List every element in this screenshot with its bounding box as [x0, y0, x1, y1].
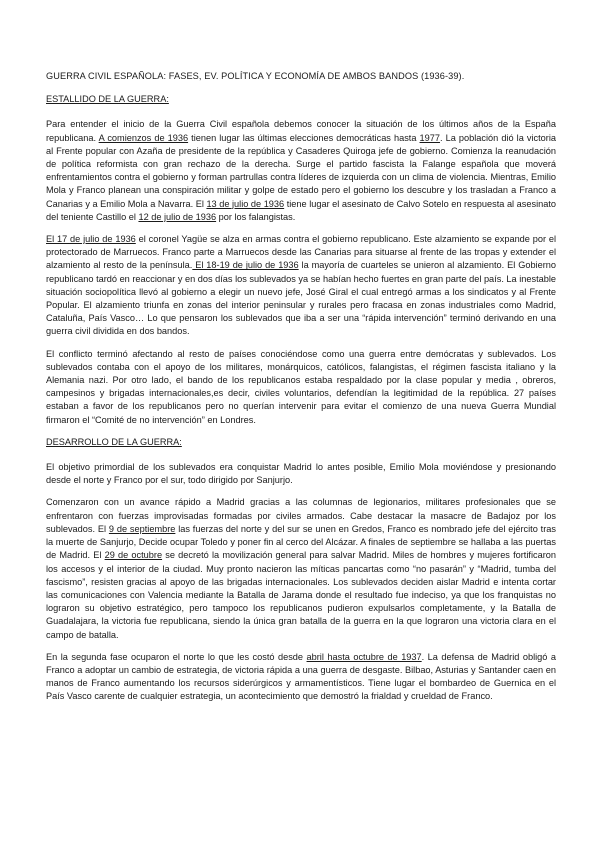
text-run: el coronel Yagüe se alza en armas contra el gobierno republicano. Este alzamiento se expande por el protectorado de Marruecos. Franco parte a Marruecos desde las Canarias para situarse al frente de las tropas y extender el alzamiento al resto de la península.	[46, 234, 556, 271]
date-underlined: El 17 de julio de 1936	[46, 234, 136, 245]
date-underlined: 9 de septiembre	[108, 523, 176, 534]
paragraph-3: El conflicto terminó afectando al resto de países conociéndose como una guerra entre demócratas y sublevados. Los sublevados contaba con el apoyo de los militares, monárquicos, católicos, falangistas, el régimen fascista italiano y la Alemania nazi. Por otro lado, el bando de los republicanos estaba respaldado por la clase popular y media , obreros, campesinos y brigadas internacionales,es decir, civiles voluntarios, defendían la legitimidad de la república. 27 países estaban a favor de los republicanos pero no querían intervenir para evitar el comienzo de una nueva Guerra Mundial firmaron el “Comité de no intervención” en Londres.	[46, 348, 556, 425]
paragraph-1	[46, 118, 556, 224]
text-run: Para entender el inicio de la Guerra Civil española debemos conocer la situación de los últimos años de la España republicana.	[46, 119, 556, 143]
paragraph-6	[46, 651, 556, 704]
text-run: tiene lugar el asesinato de Calvo Sotelo en respuesta al asesinato del teniente Castillo el	[46, 198, 556, 222]
text-run: . La defensa de Madrid obligó a Franco a adoptar un cambio de estrategia, de victoria rápida a una guerra de desgaste. Bilbao, Asturias y Santander caen en manos de Franco aumentando los recursos siderúrgicos y armamentísticos. Tiene lugar el bombardeo de Guernica en el País Vasco carente de cualquier estrategia, un acontecimiento que demostró la frialdad y crueldad de Franco.	[46, 651, 556, 702]
date-underlined: El 18-19 de julio de 1936	[192, 260, 299, 271]
text-run: por los falangistas.	[216, 211, 296, 222]
section-heading-desarrollo: DESARROLLO DE LA GUERRA:	[46, 436, 182, 447]
text-run: . La población dió la victoria al Frente popular con Azaña de presidente de la república y Casaderes Quiroga jefe de gobierno. Comienza la reanudación de política reformista con gran rechazo de la derecha. Surge el partido fascista la Falange española que moverá enfrentamientos contra el gobierno y forman partrullas contra líderes de izquierda con un clima de violencia. Mientras, Emilio Mola y Franco planean una conspiración militar y golpe de estado pero el gobierno los descubre y los trasladan a Franco a Canarias y a Emilio Mola a Navarra. El	[46, 132, 556, 209]
date-underlined: 12 de julio de 1936	[138, 211, 217, 222]
paragraph-5	[46, 496, 556, 641]
document-page	[46, 70, 556, 713]
text-run: tienen lugar las últimas elecciones democráticas hasta	[188, 132, 420, 143]
date-underlined: 13 de julio de 1936	[206, 198, 285, 209]
text-run: se decretó la movilización general para salvar Madrid. Miles de hombres y mujeres fortificaron los accesos y el interior de la ciudad. Muy pronto nacieron las míticas pancartas como “no pasarán” y “Madrid, tumba del fascismo”, resisten gracias al apoyo de las brigadas internacionales. Los sublevados deciden aislar Madrid e intenta cortar las comunicaciones con Valencia mediante la Batalla de Jarama donde el resultado fue indeciso, ya que los franquistas no lograron su objetivo estratégico, pero tampoco los republicanos pudieron expulsarlos completamente, y la Batalla de Guadalajara, la victoria fue republicana, siendo la única gran batalla de la guerra en la que lograron una victoria clara en el campo de batalla.	[46, 550, 556, 640]
paragraph-4: El objetivo primordial de los sublevados era conquistar Madrid lo antes posible, Emilio Mola moviéndose y presionando desde el norte y Franco por el sur, todo dirigido por Sanjurjo.	[46, 462, 556, 486]
date-underlined: abril hasta octubre de 1937	[306, 651, 422, 662]
paragraph-2	[46, 233, 556, 339]
date-underlined: 29 de octubre	[104, 550, 163, 561]
text-run: la mayoría de cuarteles se unieron al alzamiento. El Gobierno republicano tardó en reaccionar y en dos días los sublevados ya se habían hecho fuertes en gran parte del país. La inestable situación sociopolítica llevó al gobierno a elegir un nuevo jefe, José Giral el cual entregó armas a los sindicatos y al Frente Popular. El alzamiento triunfa en zonas del interior peninsular y rurales pero fracasa en zonas industriales como Madrid, Cataluña, País Vasco… Lo que pensaron los sublevados que iba a ser una “rápida intervención” terminó derivando en una guerra civil dividida en dos bandos.	[46, 260, 556, 337]
text-run: Comenzaron con un avance rápido a Madrid gracias a las columnas de legionarios, militares profesionales que se enfrentaron con fuerzas improvisadas formadas por civiles armados. Cabe destacar la masacre de Badajoz por los sublevados. El	[46, 497, 556, 534]
section-heading-estallido: ESTALLIDO DE LA GUERRA:	[46, 94, 169, 105]
date-underlined: A comienzos de 1936	[98, 132, 189, 143]
date-underlined: 1977	[419, 132, 440, 143]
document-title: GUERRA CIVIL ESPAÑOLA: FASES, EV. POLÍTICA Y ECONOMÍA DE AMBOS BANDOS (1936-39).	[46, 71, 465, 81]
text-run: las fuerzas del norte y del sur se unen en Gredos, Franco es nombrado jefe del ejército tras la muerte de Sanjurjo, Decide ocupar Toledo y poner fin al cerco del Alcázar. A finales de septiembre se hallaba a las puertas de Madrid. El	[46, 523, 556, 561]
text-run: En la segunda fase ocuparon el norte lo que les costó desde	[46, 651, 307, 662]
